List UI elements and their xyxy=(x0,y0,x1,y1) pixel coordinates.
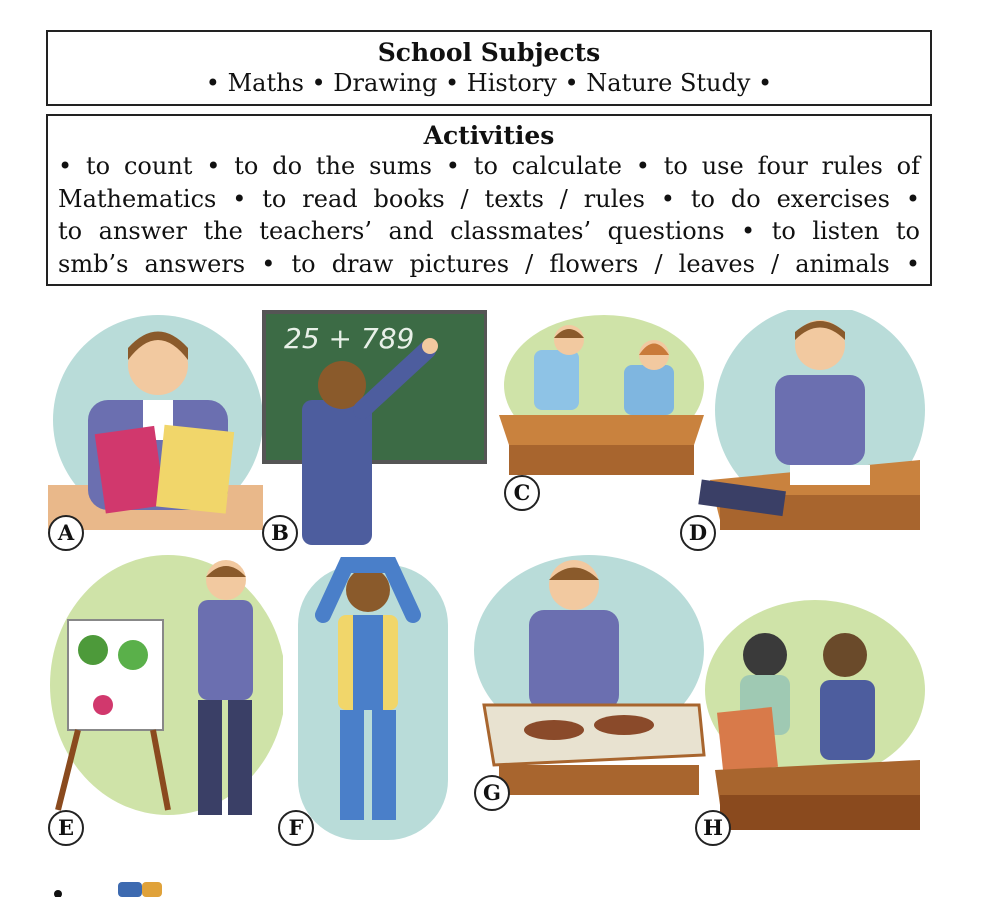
label-d: D xyxy=(680,515,716,551)
activities-text xyxy=(48,150,930,280)
partial-book-icon xyxy=(50,880,180,901)
subjects-list: • Maths • Drawing • History • Nature Study • xyxy=(205,69,773,97)
picture-b-blackboard xyxy=(262,310,487,550)
label-g: G xyxy=(474,775,510,811)
activities-line: to answer the teachers’ and classmates’ questions • to listen to xyxy=(58,217,920,245)
picture-c-answering xyxy=(494,310,709,510)
label-e: E xyxy=(48,810,84,846)
label-f: F xyxy=(278,810,314,846)
school-subjects-box xyxy=(46,30,932,106)
subjects-title: School Subjects xyxy=(377,38,601,67)
activities-title: Activities xyxy=(423,121,555,150)
picture-g-modelling xyxy=(474,555,709,810)
activities-line: smb’s answers • to draw pictures / flowers / leaves / animals • xyxy=(58,249,920,278)
activities-line: • to count • to do the sums • to calculate • to use four rules of xyxy=(58,152,920,180)
picture-f-exercising xyxy=(278,555,453,845)
board-text: 25 + 789 xyxy=(284,322,415,355)
label-b: B xyxy=(262,515,298,551)
picture-h-talking xyxy=(695,600,925,845)
activities-line: Mathematics • to read books / texts / rules • to do exercises • xyxy=(58,184,920,213)
picture-a-reading xyxy=(48,310,263,550)
label-c: C xyxy=(504,475,540,511)
picture-e-painting xyxy=(48,555,283,845)
picture-d-computer xyxy=(680,310,925,550)
label-a: A xyxy=(48,515,84,551)
label-h: H xyxy=(695,810,731,846)
activities-box xyxy=(46,114,932,286)
